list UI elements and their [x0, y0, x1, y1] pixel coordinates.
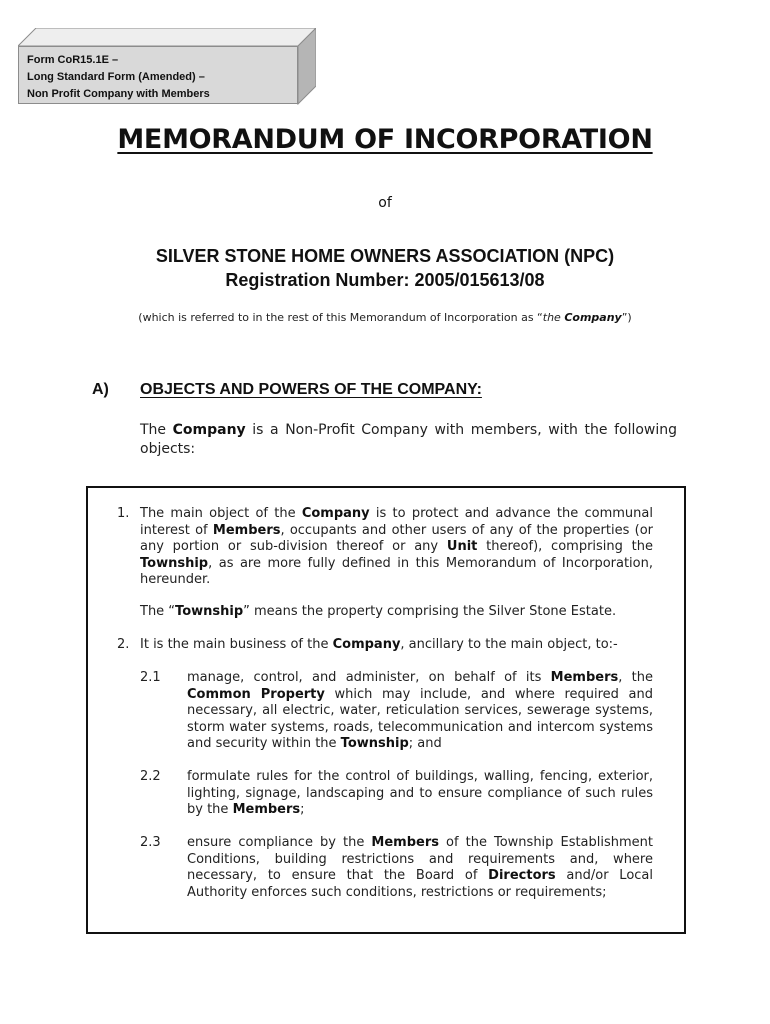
- sub-2-2-number: 2.2: [140, 769, 161, 784]
- sub-2-3-number: 2.3: [140, 835, 161, 850]
- referred-company: Company: [564, 311, 622, 324]
- company-name: SILVER STONE HOME OWNERS ASSOCIATION (NPC): [155, 246, 615, 266]
- referred-suffix: ”): [621, 311, 632, 324]
- form-tag-line-3: Non Profit Company with Members: [27, 88, 210, 100]
- item-2-number: 2.: [117, 637, 130, 652]
- sub-2-3-t1: ensure compliance by the: [187, 835, 365, 850]
- sub-2-1-t4: ; and: [408, 736, 442, 751]
- intro-text-2: is a Non-Profit Company with members, with the following objects:: [140, 422, 678, 457]
- document-title: MEMORANDUM OF INCORPORATION: [117, 124, 653, 155]
- township-def-t1: The “: [140, 604, 176, 619]
- sub-2-1-number: 2.1: [140, 670, 161, 685]
- township-definition: [140, 604, 653, 621]
- section-intro: [140, 421, 677, 459]
- item-2-company: Company: [332, 637, 401, 652]
- item-1-t1: The main object of the: [140, 506, 296, 521]
- sub-2-1-township: Township: [340, 736, 409, 751]
- township-def-t2: ” means the property comprising the Silver Stone Estate.: [243, 604, 617, 619]
- form-tag-face: [18, 46, 298, 104]
- of-word: of: [378, 195, 392, 211]
- item-1-township: Township: [140, 555, 209, 571]
- item-1-text: [140, 506, 653, 589]
- sub-2-2-t1: formulate rules for the control of buildings, walling, fencing, exterior, lighting, signage, landscaping and to ensure compliance of such rules by the: [187, 769, 653, 817]
- item-1-unit: Unit: [446, 539, 478, 554]
- item-1-t4: thereof), comprising the: [486, 539, 654, 554]
- referred-prefix: (which is referred to in the rest of this Memorandum of Incorporation as “: [138, 311, 543, 324]
- item-1-t5: , as are more fully defined in this Memorandum of Incorporation, hereunder.: [140, 555, 653, 587]
- item-1-company: Company: [301, 506, 370, 521]
- item-1-number: 1.: [117, 506, 130, 521]
- item-1-members: Members: [212, 522, 281, 538]
- section-title: OBJECTS AND POWERS OF THE COMPANY:: [140, 381, 482, 398]
- sub-2-1-t2: , the: [618, 670, 653, 685]
- sub-2-1-members: Members: [550, 670, 619, 685]
- referred-note: [0, 311, 770, 324]
- sub-2-3-t3: and/or Local Authority enforces such conditions, restrictions or requirements;: [187, 868, 654, 900]
- sub-2-3-directors: Directors: [488, 868, 556, 883]
- item-2-t1: It is the main business of the: [140, 637, 329, 652]
- form-tag-line-1: Form CoR15.1E –: [27, 54, 119, 66]
- intro-company: Company: [172, 422, 246, 438]
- sub-2-2-members: Members: [232, 802, 301, 817]
- section-letter: A): [92, 381, 109, 398]
- item-2-text: [140, 637, 653, 654]
- sub-2-3-t2: of the Township Establishment Conditions, building restrictions and requirements and, where necessary, to ensure that the Board of: [187, 835, 654, 883]
- sub-2-1-t3: which may include, and where required and necessary, all electric, water, reticulation services, sewerage systems, storm water systems, roads, telecommunication and intercom systems and security within the: [187, 686, 654, 751]
- registration-number: Registration Number: 2005/015613/08: [225, 270, 545, 290]
- sub-2-3-text: [187, 835, 653, 901]
- item-1-t2: is to protect and advance the communal interest of: [140, 506, 653, 538]
- item-2-t2: , ancillary to the main object, to:-: [400, 637, 618, 652]
- item-1-t3: , occupants and other users of any of the properties (or any portion or sub-division thereof or any: [140, 522, 653, 554]
- referred-the: the: [542, 311, 561, 324]
- sub-2-2-t2: ;: [300, 802, 305, 817]
- intro-text-1: The: [140, 422, 167, 438]
- sub-2-1-common-property: Common Property: [187, 686, 325, 702]
- form-tag: [18, 28, 316, 105]
- sub-2-1-text: [187, 670, 653, 753]
- sub-2-1-t1: manage, control, and administer, on behalf of its: [187, 670, 542, 685]
- form-tag-line-2: Long Standard Form (Amended) –: [27, 71, 205, 83]
- sub-2-3-members: Members: [371, 835, 439, 850]
- township-def-township: Township: [175, 604, 244, 619]
- sub-2-2-text: [187, 769, 653, 819]
